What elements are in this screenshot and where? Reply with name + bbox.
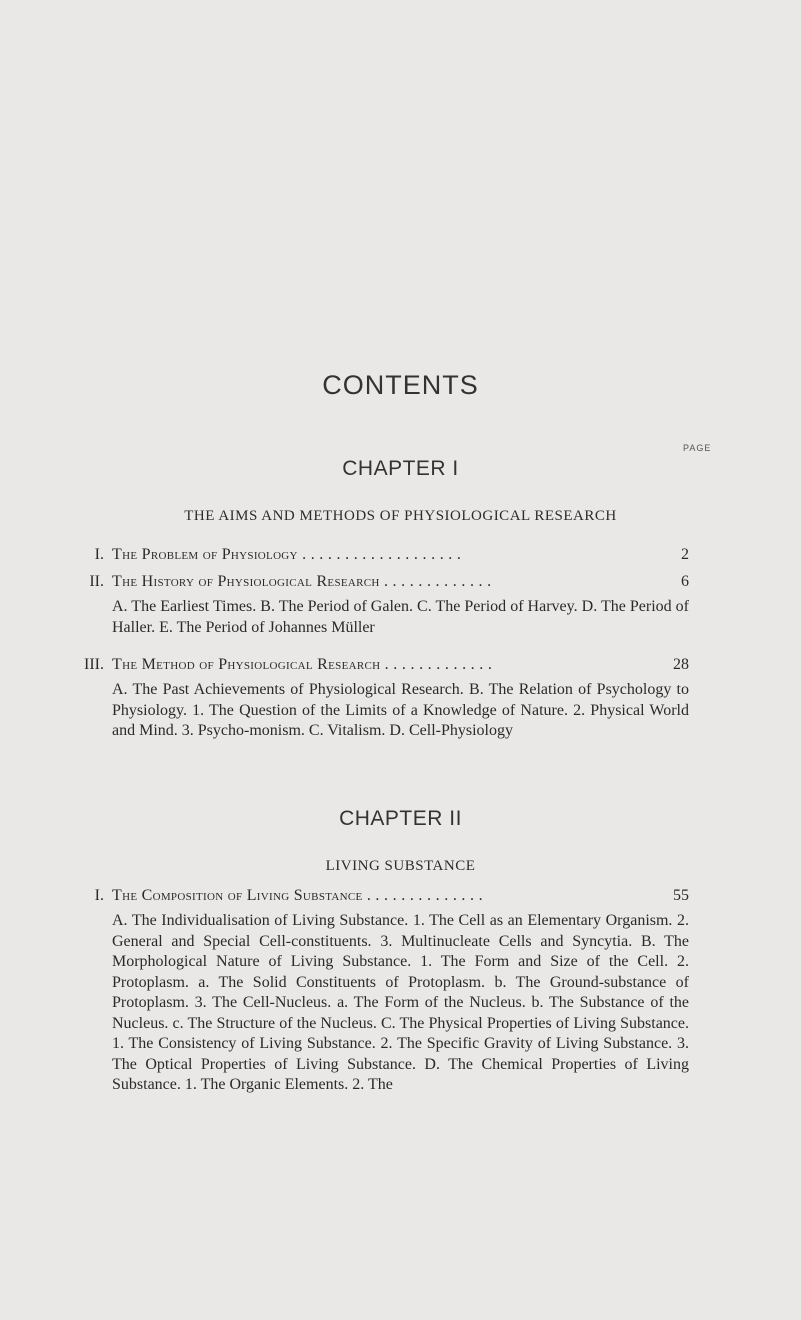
entry-number: II. xyxy=(89,573,104,590)
entry-number: I. xyxy=(94,546,104,563)
entry-title: The Problem of Physiology . . . . . . . . . . . . . . . . . . . xyxy=(112,546,462,563)
toc-entry xyxy=(74,572,689,638)
toc-entry xyxy=(74,886,689,1096)
chapter-heading: CHAPTER II xyxy=(339,807,462,830)
toc-entry xyxy=(74,545,689,565)
entry-number: I. xyxy=(94,887,104,904)
entry-number: III. xyxy=(84,656,104,673)
entry-title: The Composition of Living Substance . . . . . . . . . . . . . . xyxy=(112,887,483,904)
entry-description: A. The Individualisation of Living Substance. 1. The Cell as an Elementary Organism. 2. General and Special Cell-constituents. 3. Multinucleate Cells and Syncytia. B. The Morphological Nature of Living Substance. 1. The Form and Size of the Cell. 2. Protoplasm. a. The Solid Constituents of Protoplasm. b. The Ground-substance of Protoplasm. 3. The Cell-Nucleus. a. The Form of the Nucleus. b. The Substance of the Nucleus. c. The Structure of the Nucleus. C. The Physical Properties of Living Substance. 1. The Consistency of Living Substance. 2. The Specific Gravity of Living Substance. 3. The Optical Properties of Living Substance. D. The Chemical Properties of Living Substance. 1. The Organic Elements. 2. The xyxy=(112,912,689,1093)
entry-description: A. The Earliest Times. B. The Period of Galen. C. The Period of Harvey. D. The Period of Haller. E. The Period of Johannes Müller xyxy=(112,598,689,636)
chapter-subtitle: THE AIMS AND METHODS OF PHYSIOLOGICAL RESEARCH xyxy=(184,508,617,524)
entry-page: 55 xyxy=(673,887,689,904)
entry-title: The History of Physiological Research . . . . . . . . . . . . . xyxy=(112,573,492,590)
page-column-label: PAGE xyxy=(683,443,712,453)
entry-page: 6 xyxy=(681,573,689,590)
entry-description: A. The Past Achievements of Physiological Research. B. The Relation of Psychology to Physiology. 1. The Question of the Limits of a Knowledge of Nature. 2. Physical World and Mind. 3. Psycho-monism. C. Vitalism. D. Cell-Physiology xyxy=(112,681,689,739)
entry-title: The Method of Physiological Research . . . . . . . . . . . . . xyxy=(112,656,493,673)
toc-entry xyxy=(74,655,689,742)
chapter-heading: CHAPTER I xyxy=(342,457,459,480)
chapter-subtitle: LIVING SUBSTANCE xyxy=(325,858,476,874)
entry-page: 2 xyxy=(681,546,689,563)
page-title: CONTENTS xyxy=(322,370,479,400)
entry-page: 28 xyxy=(673,656,689,673)
